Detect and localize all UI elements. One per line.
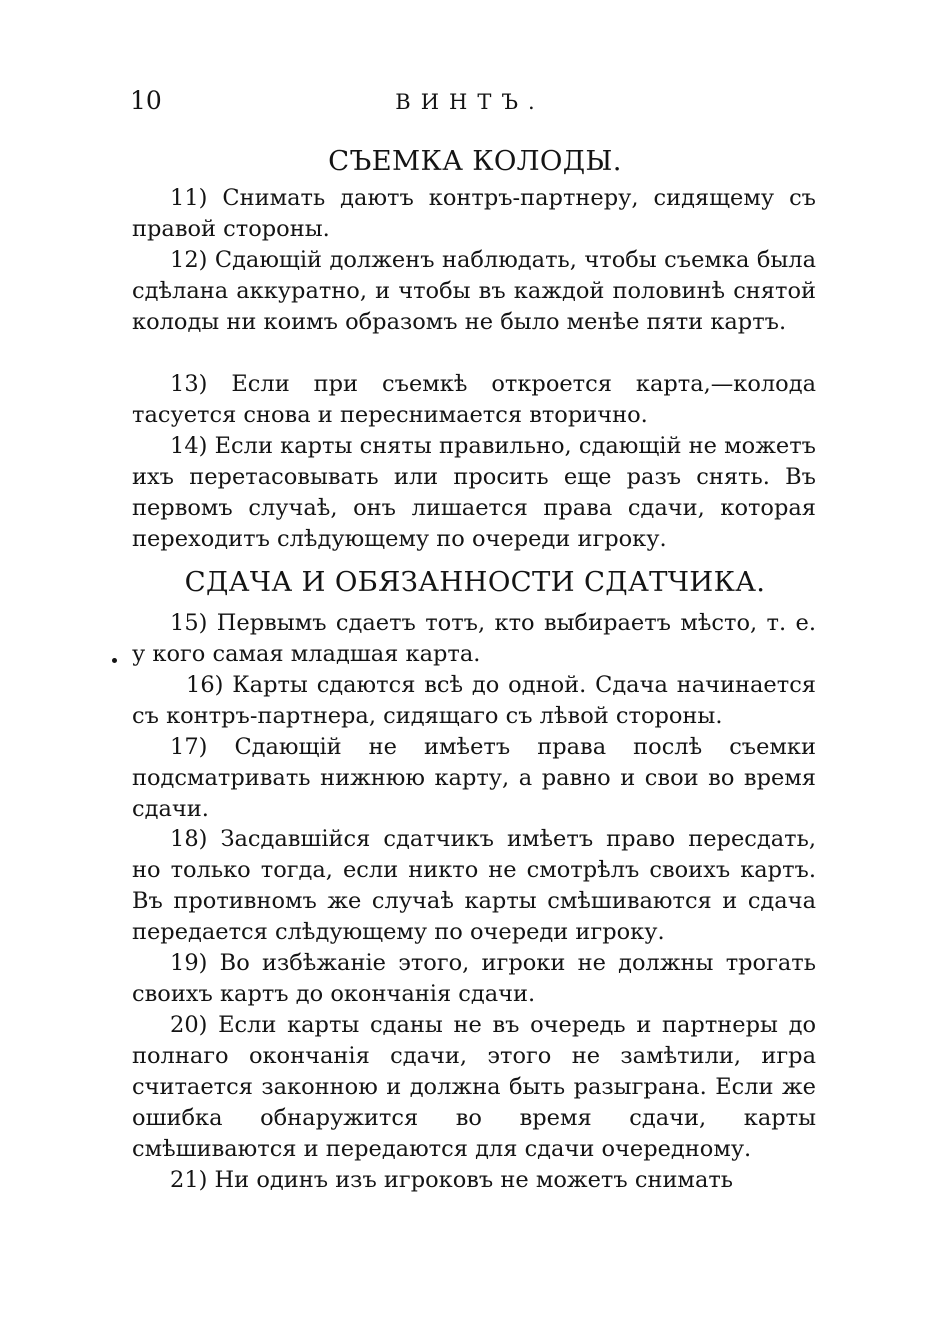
rule-paragraph-15: 15) Первымъ сдаетъ тотъ, кто выбираетъ мѣсто, т. е. у кого самая младшая карта. <box>132 610 816 667</box>
page-number: 10 <box>130 86 162 115</box>
rule-paragraph-19: 19) Во избѣжаніе этого, игроки не должны трогать своихъ картъ до окончанія сдачи. <box>132 950 816 1007</box>
section-heading-deck-cut: СЪЕМКА КОЛОДЫ. <box>328 145 622 177</box>
rule-paragraph-13: 13) Если при съемкѣ откроется карта,—колода тасуется снова и переснимается вторично. <box>132 371 816 428</box>
rule-paragraph-18: 18) Засдавшійся сдатчикъ имѣетъ право пересдать, но только тогда, если никто не смотрѣлъ своихъ картъ. Въ противномъ же случаѣ карты смѣшиваются и сдача передается слѣдующему по очереди игроку. <box>132 826 816 945</box>
print-speck <box>112 658 117 663</box>
section-heading-dealing: СДАЧА И ОБЯЗАННОСТИ СДАТЧИКА. <box>184 566 766 598</box>
rule-paragraph-14: 14) Если карты сняты правильно, сдающій не можетъ ихъ перетасовывать или просить еще разъ снять. Въ первомъ случаѣ, онъ лишается права сдачи, которая переходитъ слѣдующему по очереди игроку. <box>132 433 816 552</box>
running-title: ВИНТЪ. <box>395 90 545 114</box>
rule-paragraph-21: 21) Ни одинъ изъ игроковъ не можетъ снимать <box>170 1167 734 1193</box>
rule-paragraph-11: 11) Снимать даютъ контръ-партнеру, сидящему съ правой стороны. <box>132 185 816 242</box>
rule-paragraph-12: 12) Сдающій долженъ наблюдать, чтобы съемка была сдѣлана аккуратно, и чтобы въ каждой половинѣ снятой колоды ни коимъ образомъ не было менѣе пяти картъ. <box>132 247 816 335</box>
rule-paragraph-20: 20) Если карты сданы не въ очередь и партнеры до полнаго окончанія сдачи, этого не замѣтили, игра считается законною и должна быть разыграна. Если же ошибка обнаружится во время сдачи, карты смѣшиваются и передаются для сдачи очередному. <box>132 1012 816 1162</box>
rule-paragraph-17: 17) Сдающій не имѣетъ права послѣ съемки подсматривать нижнюю карту, а равно и свои во время сдачи. <box>132 734 816 822</box>
rule-paragraph-16: 16) Карты сдаются всѣ до одной. Сдача начинается съ контръ-партнера, сидящаго съ лѣвой стороны. <box>132 672 816 729</box>
